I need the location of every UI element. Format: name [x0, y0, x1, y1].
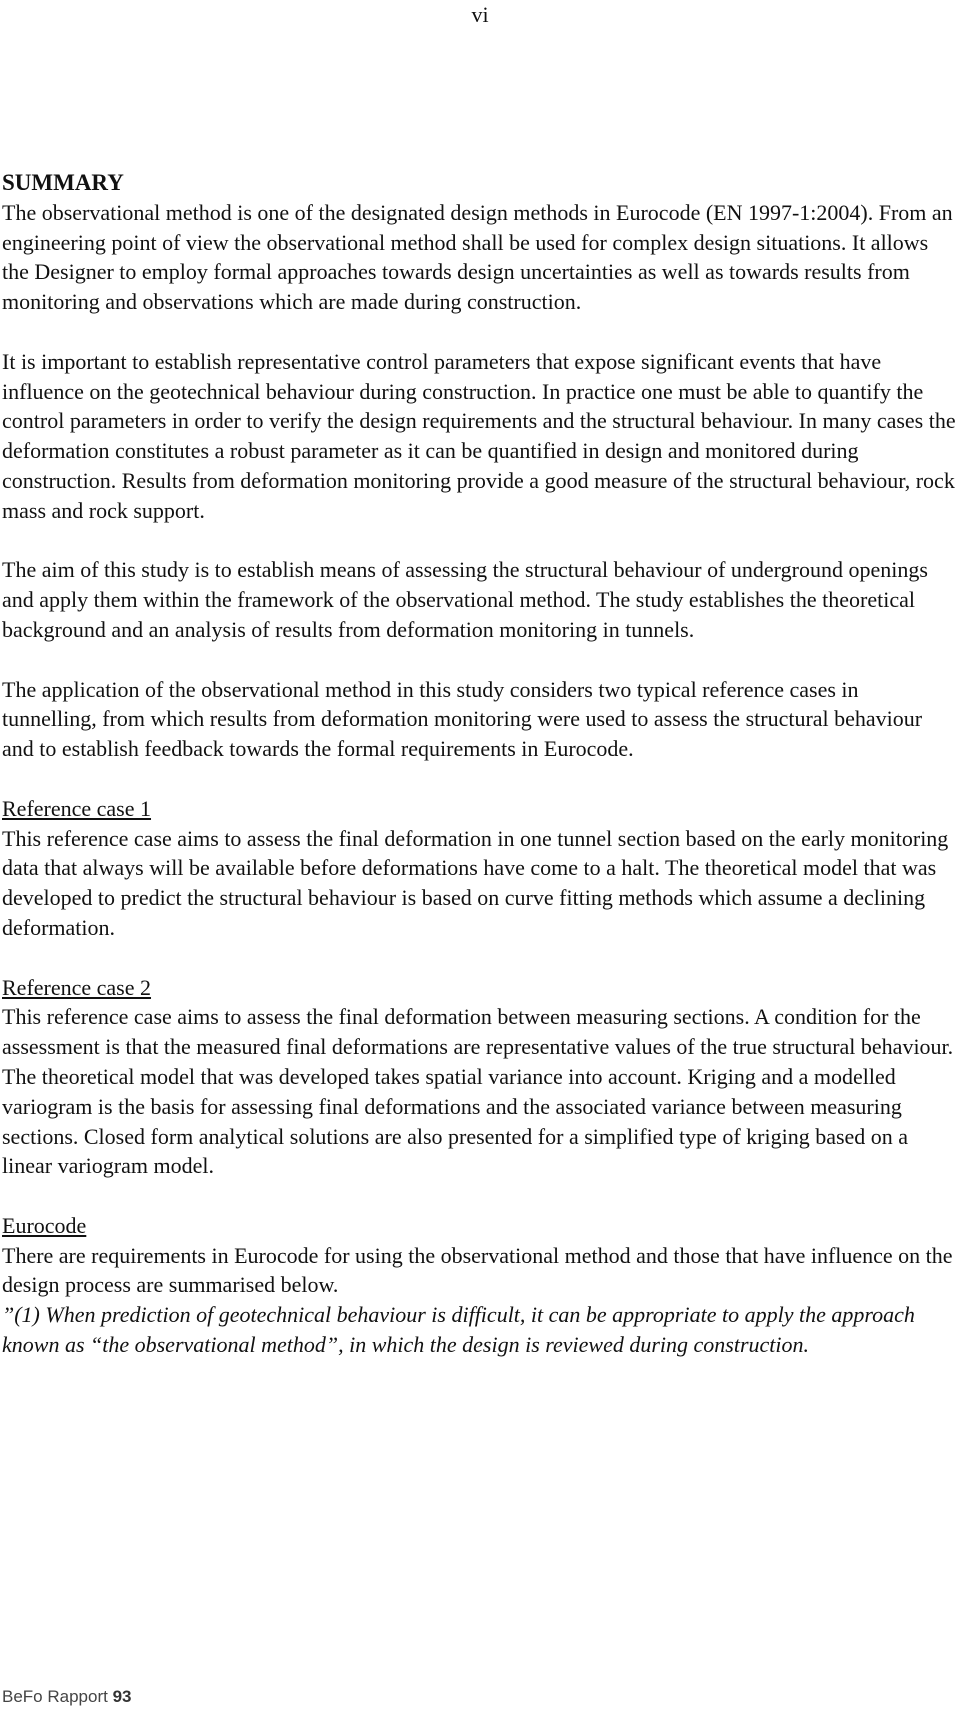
- eurocode-quote: ”(1) When prediction of geotechnical behaviour is difficult, it can be appropriate to apply the approach known as “the observational method”, in which the design is reviewed during construction.: [2, 1302, 915, 1358]
- page-footer: [2, 1687, 132, 1707]
- footer-report-number: 93: [112, 1687, 132, 1706]
- reference-case-2-heading: Reference case 2: [2, 974, 152, 1000]
- document-body: [2, 168, 957, 1360]
- paragraph-aim: The aim of this study is to establish means of assessing the structural behaviour of underground openings and apply them within the framework of the observational method. The study establishes the theoretical background and an analysis of results from deformation monitoring in tunnels.: [2, 557, 928, 642]
- eurocode-heading: Eurocode: [2, 1212, 87, 1238]
- reference-case-1-text: This reference case aims to assess the final deformation in one tunnel section based on the early monitoring data that always will be available before deformations have come to a halt. The theoretical model that was developed to predict the structural behaviour is based on curve fitting methods which assume a declining deformation.: [2, 825, 949, 940]
- eurocode-text: There are requirements in Eurocode for using the observational method and those that have influence on the design process are summarised below.: [2, 1242, 953, 1298]
- page-number: vi: [471, 2, 489, 27]
- paragraph-control-parameters: It is important to establish representative control parameters that expose significant events that have influence on the geotechnical behaviour during construction. In practice one must be able to quantify the control parameters in order to verify the design requirements and the structural behaviour. In many cases the deformation constitutes a robust parameter as it can be quantified in design and monitored during construction. Results from deformation monitoring provide a good measure of the structural behaviour, rock mass and rock support.: [2, 348, 956, 523]
- paragraph-application: The application of the observational method in this study considers two typical reference cases in tunnelling, from which results from deformation monitoring were used to assess the structural behaviour and to establish feedback towards the formal requirements in Eurocode.: [2, 676, 923, 762]
- footer-label: BeFo Rapport: [2, 1687, 108, 1706]
- paragraph-intro: The observational method is one of the designated design methods in Eurocode (EN 1997-1:2004). From an engineering point of view the observational method shall be used for complex design situations. It allows the Designer to employ formal approaches towards design uncertainties as well as towards results from monitoring and observations which are made during construction.: [2, 199, 953, 315]
- reference-case-2-text: This reference case aims to assess the final deformation between measuring sections. A condition for the assessment is that the measured final deformations are representative values of the true structural behaviour. The theoretical model that was developed takes spatial variance into account. Kriging and a modelled variogram is the basis for assessing final deformations and the associated variance between measuring sections. Closed form analytical solutions are also presented for a simplified type of kriging based on a linear variogram model.: [2, 1004, 954, 1179]
- summary-heading: SUMMARY: [2, 170, 124, 195]
- reference-case-1-heading: Reference case 1: [2, 795, 152, 821]
